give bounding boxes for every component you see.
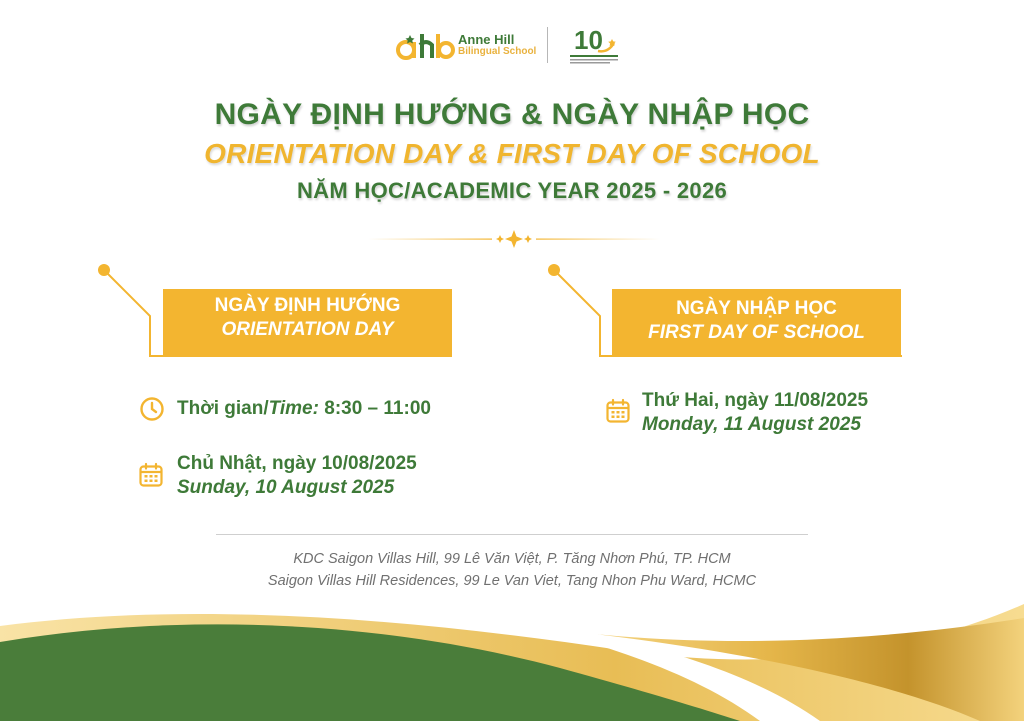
orientation-date-vi: Chủ Nhật, ngày 10/08/2025 xyxy=(177,453,417,474)
first-day-date-vi: Thứ Hai, ngày 11/08/2025 xyxy=(642,390,869,411)
first-day-heading xyxy=(612,289,901,355)
school-name xyxy=(458,33,548,57)
first-day-date xyxy=(642,389,868,437)
orientation-heading-vi: NGÀY ĐỊNH HƯỚNG xyxy=(214,295,401,316)
anniversary-logo-icon xyxy=(568,23,620,67)
first-day-heading-en: FIRST DAY OF SCHOOL xyxy=(648,321,865,343)
calendar-icon xyxy=(605,398,631,424)
time-value: 8:30 – 11:00 xyxy=(318,398,431,419)
orientation-heading-en: ORIENTATION DAY xyxy=(221,318,394,340)
time-label-en: Time: xyxy=(268,398,319,419)
ahb-logo-icon xyxy=(396,31,456,61)
orientation-date-en: Sunday, 10 August 2025 xyxy=(177,477,395,498)
school-name-line1: Anne Hill xyxy=(458,32,515,47)
orientation-heading xyxy=(163,289,452,355)
title-vietnamese: NGÀY ĐỊNH HƯỚNG & NGÀY NHẬP HỌC xyxy=(214,98,810,131)
calendar-icon xyxy=(138,462,164,488)
anniversary-number: 10 xyxy=(574,25,603,55)
academic-year: NĂM HỌC/ACADEMIC YEAR 2025 - 2026 xyxy=(296,178,728,203)
orientation-time xyxy=(177,397,431,421)
school-name-line2: Bilingual School xyxy=(458,46,537,57)
first-day-heading-vi: NGÀY NHẬP HỌC xyxy=(676,298,837,319)
title-english: ORIENTATION DAY & FIRST DAY OF SCHOOL xyxy=(204,138,820,169)
time-label-vi: Thời gian/ xyxy=(177,398,269,419)
clock-icon xyxy=(139,396,165,422)
orientation-date xyxy=(177,452,417,500)
header-logos xyxy=(396,23,636,67)
address-vi: KDC Saigon Villas Hill, 99 Lê Văn Việt, P. Tăng Nhơn Phú, TP. HCM xyxy=(293,551,731,567)
logo-divider xyxy=(547,27,548,63)
decorative-waves xyxy=(0,590,1024,721)
sparkle-divider-icon xyxy=(368,228,660,250)
address-divider xyxy=(216,534,808,535)
first-day-date-en: Monday, 11 August 2025 xyxy=(642,414,861,435)
address-en: Saigon Villas Hill Residences, 99 Le Van Viet, Tang Nhon Phu Ward, HCMC xyxy=(267,573,757,589)
